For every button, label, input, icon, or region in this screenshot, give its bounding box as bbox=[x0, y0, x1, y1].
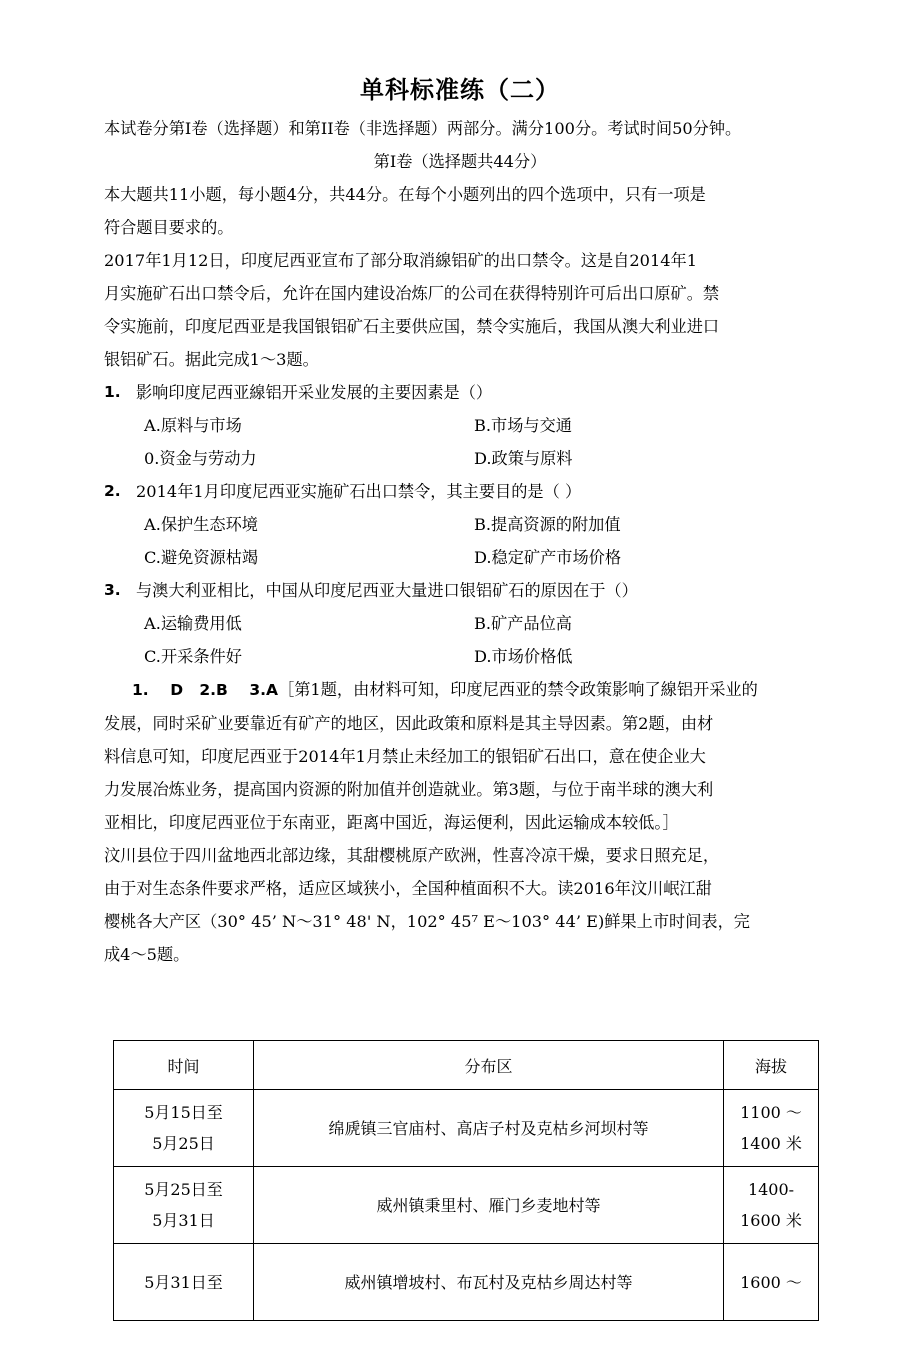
question-1 bbox=[104, 376, 816, 409]
passage-1-line-3: 令实施前，印度尼西亚是我国银铝矿石主要供应国，禁令实施后，我国从澳大利业进口 bbox=[104, 317, 720, 337]
table-cell-time-1-line-1: 5月15日至 bbox=[144, 1103, 223, 1122]
answer-explanation-block bbox=[104, 673, 816, 707]
passage-2-line-1: 汶川县位于四川盆地西北部边缘，其甜樱桃原产欧洲，性喜冷凉干燥，要求日照充足， bbox=[104, 846, 720, 866]
question-3-stem: 与澳大利亚相比，中国从印度尼西亚大量进口银铝矿石的原因在于（） bbox=[136, 581, 638, 601]
cherry-harvest-table-wrapper bbox=[113, 1040, 803, 1321]
table-cell-time-2 bbox=[114, 1167, 254, 1244]
table-cell-altitude-2-line-2: 1600 米 bbox=[740, 1211, 802, 1230]
table-cell-altitude-3: 1600 ～ bbox=[724, 1244, 819, 1321]
question-3-option-d[interactable]: D.市场价格低 bbox=[474, 647, 573, 667]
question-1-option-c[interactable]: 0.资金与劳动力 bbox=[144, 449, 257, 469]
question-2-options-row-1 bbox=[104, 508, 816, 541]
document-content bbox=[104, 0, 816, 971]
question-2-stem: 2014年1月印度尼西亚实施矿石出口禁令，其主要目的是（ ） bbox=[136, 482, 582, 502]
question-2-option-a[interactable]: A.保护生态环境 bbox=[144, 515, 258, 535]
page-title: 单科标准练（二） bbox=[360, 76, 560, 104]
table-header-row bbox=[114, 1041, 819, 1090]
question-1-stem: 影响印度尼西亚線铝开采业发展的主要因素是（） bbox=[136, 383, 493, 403]
table-cell-altitude-1 bbox=[724, 1090, 819, 1167]
answer-explanation-line-4: 力发展冶炼业务，提高国内资源的附加值并创造就业。第3题，与位于南半球的澳大利 bbox=[104, 780, 714, 800]
passage-2-line-3: 樱桃各大产区（30° 45’ N～31° 48' N，102° 45⁷ E～103° 44’ E)鲜果上市时间表，完 bbox=[104, 912, 750, 932]
question-1-number: 1. bbox=[104, 383, 121, 402]
table-cell-time-2-line-1: 5月25日至 bbox=[144, 1180, 223, 1199]
question-3-options-row-2 bbox=[104, 640, 816, 673]
answer-explanation-line-1: ［第1题，由材料可知，印度尼西亚的禁令政策影响了線铝开采业的 bbox=[278, 680, 758, 700]
table-row bbox=[114, 1244, 819, 1321]
table-cell-altitude-1-line-2: 1400 米 bbox=[740, 1134, 802, 1153]
exam-info-line: 本试卷分第I卷（选择题）和第II卷（非选择题）两部分。满分100分。考试时间50分钟。 bbox=[104, 119, 742, 139]
question-2-option-c[interactable]: C.避免资源枯竭 bbox=[144, 548, 259, 568]
question-3-option-a[interactable]: A.运输费用低 bbox=[144, 614, 242, 634]
passage-1-line-1: 2017年1月12日，印度尼西亚宣布了部分取消線铝矿的出口禁令。这是自2014年1 bbox=[104, 251, 698, 271]
section-header: 第I卷（选择题共44分） bbox=[373, 152, 547, 172]
table-header-area: 分布区 bbox=[254, 1041, 724, 1090]
table-cell-altitude-2-line-1: 1400- bbox=[747, 1180, 795, 1199]
cherry-harvest-table bbox=[113, 1040, 819, 1321]
question-1-option-d[interactable]: D.政策与原料 bbox=[474, 449, 573, 469]
question-1-options-row-2 bbox=[104, 442, 816, 475]
question-3-option-c[interactable]: C.开采条件好 bbox=[144, 647, 242, 667]
table-cell-area-1: 绵虒镇三官庙村、高店子村及克枯乡河坝村等 bbox=[254, 1090, 724, 1167]
table-row bbox=[114, 1167, 819, 1244]
passage-2-line-2: 由于对生态条件要求严格，适应区域狭小，全国种植面积不大。读2016年汶川岷江甜 bbox=[104, 879, 712, 899]
question-2 bbox=[104, 475, 816, 508]
answer-explanation-line-3: 料信息可知，印度尼西亚于2014年1月禁止未经加工的银铝矿石出口，意在使企业大 bbox=[104, 747, 706, 767]
answer-explanation-line-5: 亚相比，印度尼西亚位于东南亚，距离中国近，海运便利，因此运输成本较低。］ bbox=[104, 813, 679, 833]
question-2-option-d[interactable]: D.稳定矿产市场价格 bbox=[474, 548, 622, 568]
table-header-time: 时间 bbox=[114, 1041, 254, 1090]
question-1-option-a[interactable]: A.原料与市场 bbox=[144, 416, 242, 436]
passage-1-line-2: 月实施矿石出口禁令后，允许在国内建设冶炼厂的公司在获得特别许可后出口原矿。禁 bbox=[104, 284, 720, 304]
question-3-option-b[interactable]: B.矿产品位高 bbox=[474, 614, 572, 634]
answer-explanation-line-2: 发展，同时采矿业要靠近有矿产的地区，因此政策和原料是其主导因素。第2题，由材 bbox=[104, 714, 714, 734]
instructions-line-1: 本大题共11小题，每小题4分，共44分。在每个小题列出的四个选项中，只有一项是 bbox=[104, 185, 706, 205]
table-header-altitude: 海拔 bbox=[724, 1041, 819, 1090]
question-3-options-row-1 bbox=[104, 607, 816, 640]
table-cell-area-2: 威州镇秉里村、雁门乡麦地村等 bbox=[254, 1167, 724, 1244]
question-2-option-b[interactable]: B.提高资源的附加值 bbox=[474, 515, 621, 535]
question-2-number: 2. bbox=[104, 482, 121, 501]
passage-1-line-4: 银铝矿石。据此完成1～3题。 bbox=[104, 350, 319, 370]
table-cell-altitude-2 bbox=[724, 1167, 819, 1244]
answer-keys: 1. D 2.B 3.A bbox=[132, 681, 279, 700]
question-3 bbox=[104, 574, 816, 607]
table-cell-time-2-line-2: 5月31日 bbox=[152, 1211, 215, 1230]
table-cell-time-3: 5月31日至 bbox=[114, 1244, 254, 1321]
question-3-number: 3. bbox=[104, 581, 121, 600]
table-cell-altitude-1-line-1: 1100 ～ bbox=[740, 1103, 802, 1122]
instructions-line-2: 符合题目要求的。 bbox=[104, 218, 234, 238]
table-row bbox=[114, 1090, 819, 1167]
table-cell-time-1 bbox=[114, 1090, 254, 1167]
question-1-options-row-1 bbox=[104, 409, 816, 442]
table-cell-time-1-line-2: 5月25日 bbox=[152, 1134, 215, 1153]
question-2-options-row-2 bbox=[104, 541, 816, 574]
question-1-option-b[interactable]: B.市场与交通 bbox=[474, 416, 572, 436]
passage-2-line-4: 成4～5题。 bbox=[104, 945, 190, 965]
table-cell-area-3: 威州镇增坡村、布瓦村及克枯乡周达村等 bbox=[254, 1244, 724, 1321]
